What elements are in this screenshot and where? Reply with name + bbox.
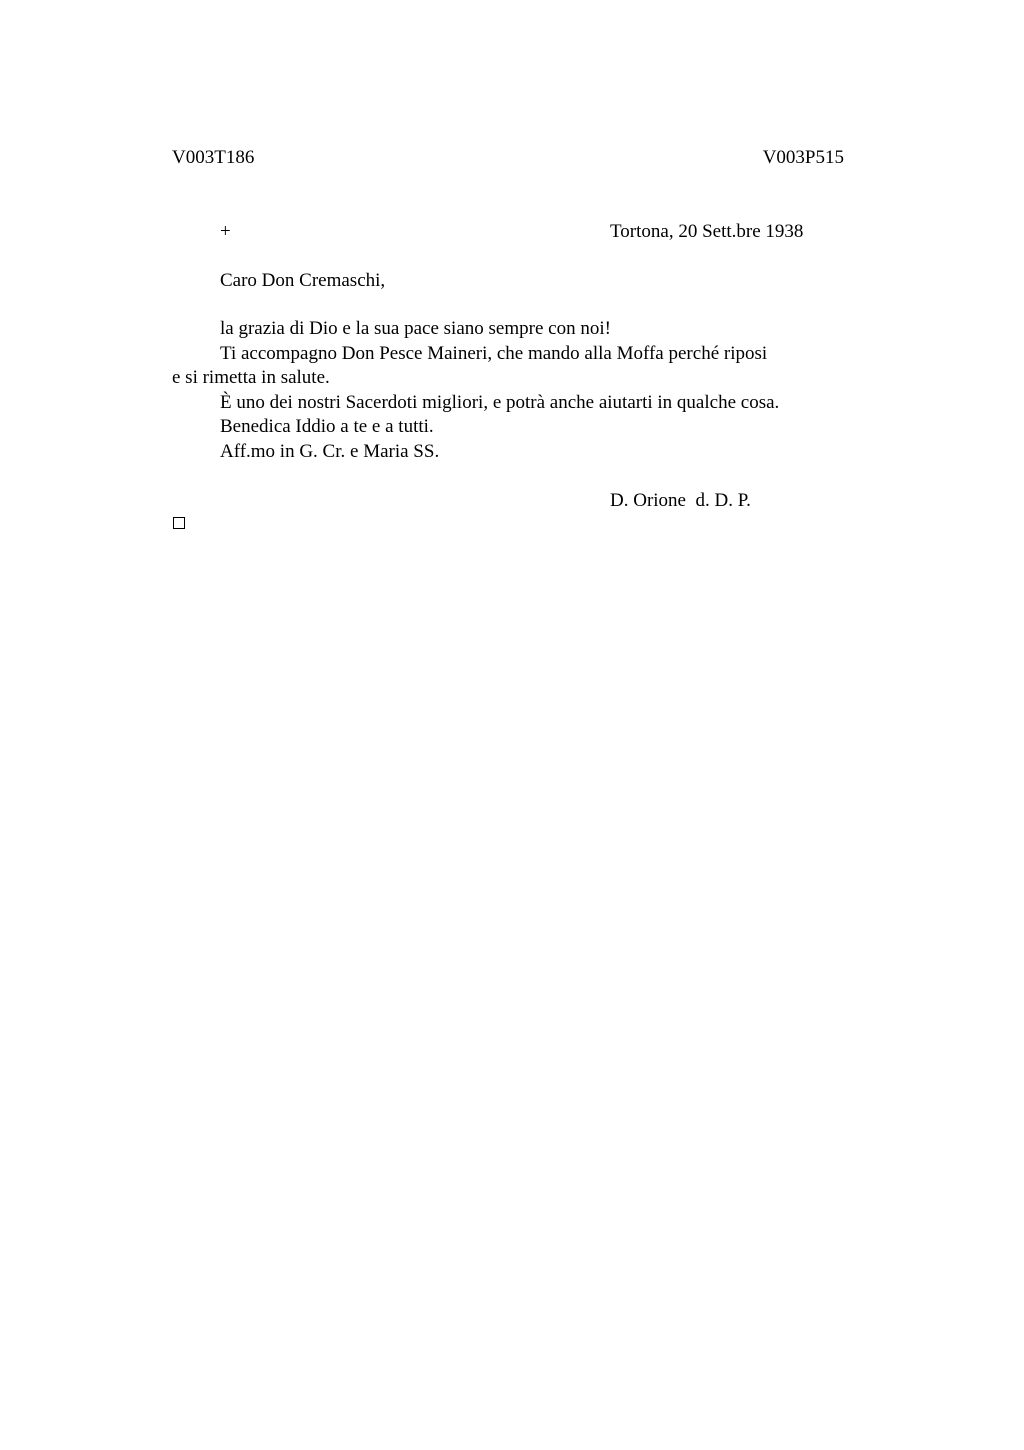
salutation: Caro Don Cremaschi, [220, 270, 386, 291]
document-code-left: V003T186 [172, 147, 255, 168]
cross-mark: + [220, 221, 231, 242]
signature: D. Orione d. D. P. [610, 490, 751, 511]
letter-line: Aff.mo in G. Cr. e Maria SS. [220, 441, 440, 462]
document-code-right: V003P515 [762, 147, 844, 168]
letter-line: la grazia di Dio e la sua pace siano sempre con noi! [220, 318, 611, 339]
place-date: Tortona, 20 Sett.bre 1938 [610, 221, 804, 242]
end-marker-box-icon [173, 517, 185, 529]
letter-line: Ti accompagno Don Pesce Maineri, che mando alla Moffa perché riposi [220, 343, 768, 364]
letter-line: Benedica Iddio a te e a tutti. [220, 416, 434, 437]
letter-line: e si rimetta in salute. [172, 367, 330, 388]
letter-line: È uno dei nostri Sacerdoti migliori, e potrà anche aiutarti in qualche cosa. [220, 392, 780, 413]
